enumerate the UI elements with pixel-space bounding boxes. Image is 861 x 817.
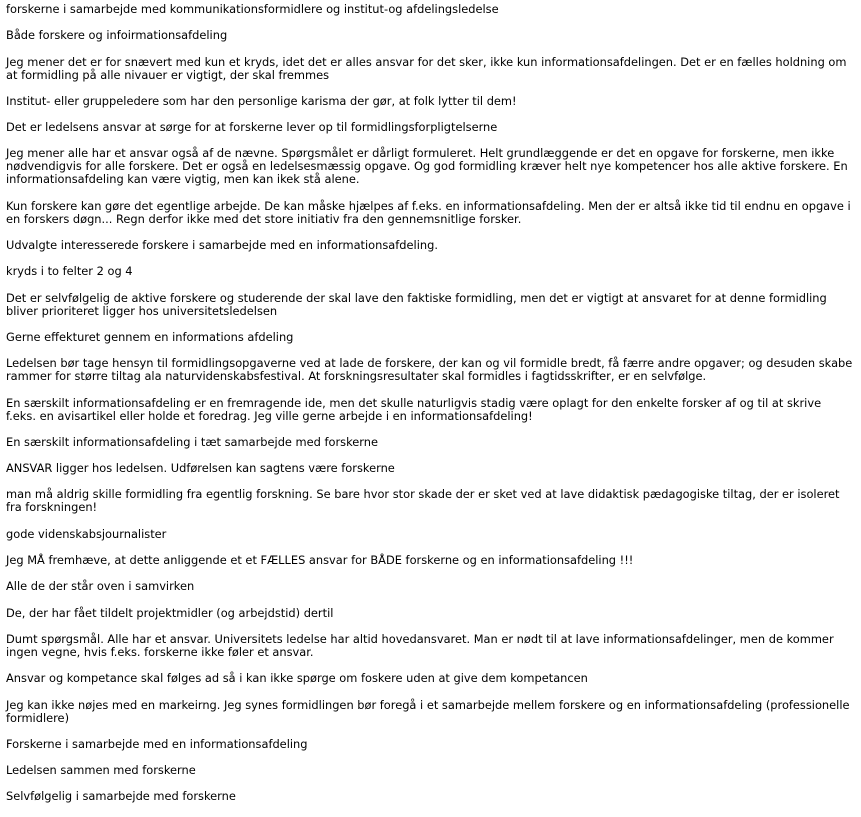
response-item: Ledelsen sammen med forskerne [6,763,196,778]
response-item: Jeg mener alle har et ansvar også af de nævne. Spørgsmålet er dårligt formuleret. Helt grundlæggende er det en opgave for forskerne, men ikke nødvendigvis for alle forskere. Det er også en ledelsesmæssig opgave. Og god formidling kræver helt nye kompetencer hos alle aktive forskere. En informationsafdeling kan være vigtig, men kan ikek stå alene. [6,146,848,187]
response-item: Både forskere og infoirmationsafdeling [6,28,228,43]
response-item: Alle de der står oven i samvirken [6,579,195,594]
response-list [6,3,854,817]
response-item: Forskerne i samarbejde med en informationsafdeling [6,736,308,751]
response-item: Selvfølgelig i samarbejde med forskerne [6,789,236,804]
response-item: Udvalgte interesserede forskere i samarbejde med en informationsafdeling. [6,238,438,253]
response-item: Institut- eller gruppeledere som har den personlige karisma der gør, at folk lytter til dem! [6,93,517,108]
response-item: gode videnskabsjournalister [6,526,167,541]
response-item: Jeg mener det er for snævert med kun et kryds, idet det er alles ansvar for det sker, ikke kun informationsafdelingen. Det er en fælles holdning om at formidling på alle nivauer er vigtigt, der skal fremmes [6,54,847,82]
response-item: Kun forskere kan gøre det egentlige arbejde. De kan måske hjælpes af f.eks. en informationsafdeling. Men der er altså ikke tid til endnu en opgave i en forskers døgn... Regn derfor ikke med det store initiativ fra den gennemsnitlige forsker. [6,198,851,226]
response-item: En særskilt informationsafdeling er en fremragende ide, men det skulle naturligvis stadig være oplagt for den enkelte forsker af og til at skrive f.eks. en avisartikel eller holde et foredrag. Jeg ville gerne arbejde i en informationsafdeling! [6,395,822,423]
response-item: De, der har fået tildelt projektmidler (og arbejdstid) dertil [6,605,334,620]
response-item: Ansvar og kompetance skal følges ad så i kan ikke spørge om foskere uden at give dem kompetancen [6,671,588,686]
response-item: ANSVAR ligger hos ledelsen. Udførelsen kan sagtens være forskerne [6,461,395,476]
response-item: En særskilt informationsafdeling i tæt samarbejde med forskerne [6,434,379,449]
response-item: Jeg kan ikke nøjes med en markeirng. Jeg synes formidlingen bør foregå i et samarbejde mellem forskere og en informationsafdeling (professionelle formidlere) [6,697,850,725]
response-item: Jeg MÅ fremhæve, at dette anliggende et et FÆLLES ansvar for BÅDE forskerne og en informationsafdeling !!! [6,553,634,568]
response-item: kryds i to felter 2 og 4 [6,264,133,279]
response-item: Det er ledelsens ansvar at sørge for at forskerne lever op til formidlingsforpligtelserne [6,120,498,135]
response-item: Det er selvfølgelig de aktive forskere og studerende der skal lave den faktiske formidling, men det er vigtigt at ansvaret for at denne formidling bliver prioriteret ligger hos universitetsledelsen [6,290,827,318]
response-item: man må aldrig skille formidling fra egentlig forskning. Se bare hvor stor skade der er sket ved at lave didaktisk pædagogiske tiltag, der er isoleret fra forskningen! [6,487,840,515]
response-item: Ledelsen bør tage hensyn til formidlingsopgaverne ved at lade de forskere, der kan og vil formidle bredt, få færre andre opgaver; og desuden skabe rammer for større tiltag ala naturvidenskabsfestival. At forskningsresultater skal formidles i fagtidsskrifter, er en selvfølge. [6,356,853,384]
response-item: forskerne i samarbejde med kommunikationsformidlere og institut-og afdelingsledelse [6,2,499,16]
response-item: Gerne effekturet gennem en informations afdeling [6,329,294,344]
response-item: Dumt spørgsmål. Alle har et ansvar. Universitets ledelse har altid hovedansvaret. Man er nødt til at lave informationsafdelinger, men de kommer ingen vegne, hvis f.eks. forskerne ikke føler et ansvar. [6,631,834,659]
